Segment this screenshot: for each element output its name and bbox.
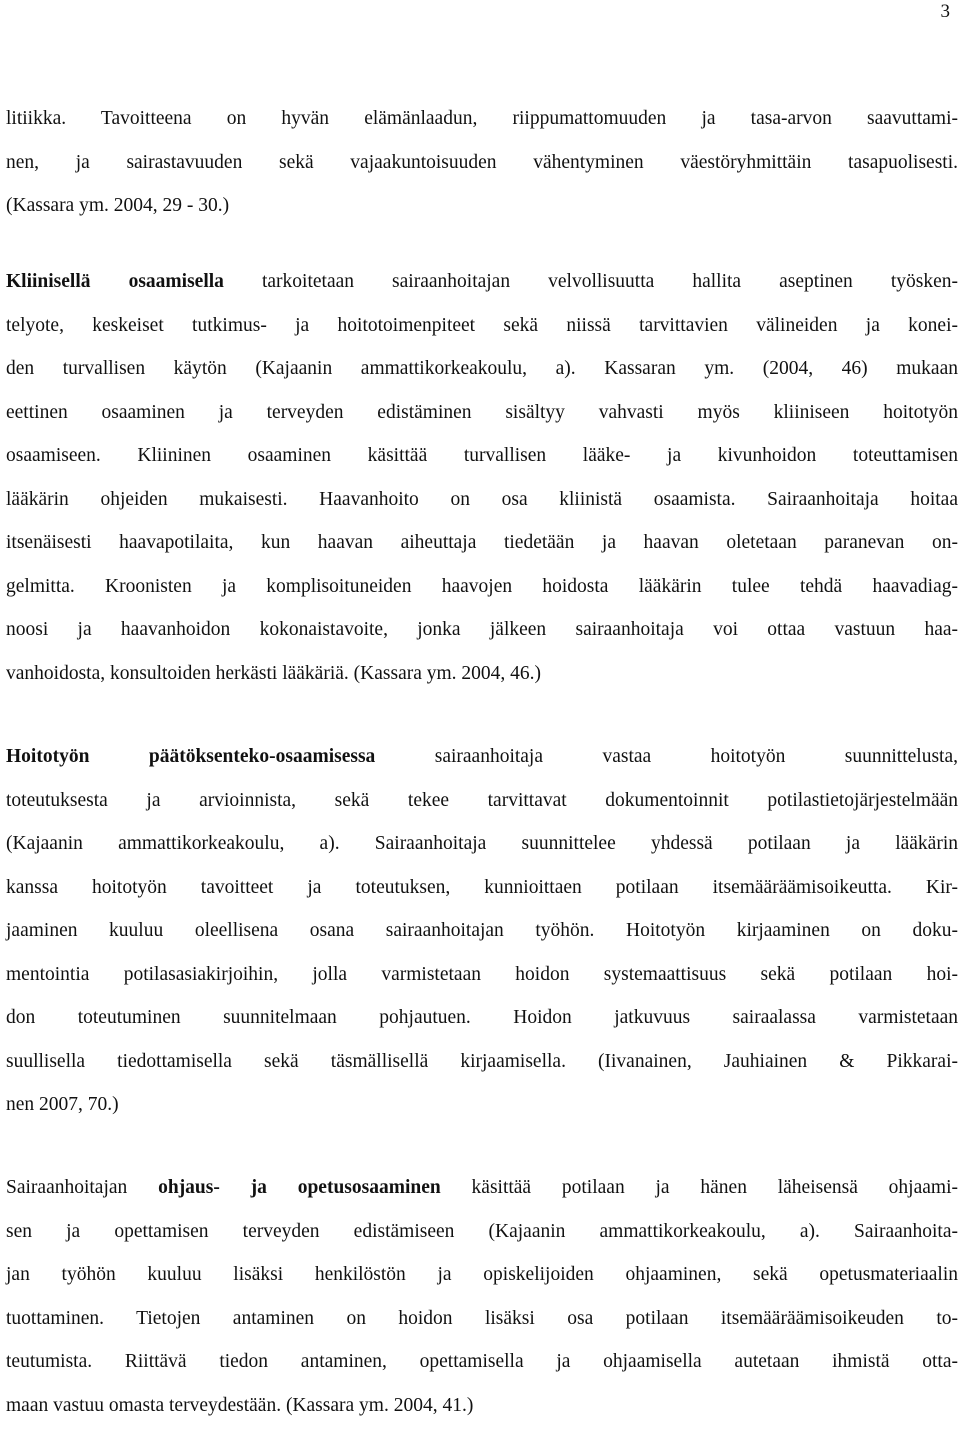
text-line: kanssa hoitotyön tavoitteet ja toteutuksen, kunnioittaen potilaan itsemääräämisoikeutta. Kir- — [6, 876, 958, 898]
text-line: jan työhön kuuluu lisäksi henkilöstön ja opiskelijoiden ohjaaminen, sekä opetusmateriaalin — [6, 1264, 958, 1285]
bold-term: Kliinisellä osaamisella — [6, 271, 224, 292]
text-line: eettinen osaaminen ja terveyden edistäminen sisältyy vahvasti myös kliiniseen hoitotyön — [6, 401, 958, 423]
text-line: suullisella tiedottamisella sekä täsmällisellä kirjaamisella. (Iivanainen, Jauhiainen & Pikkarai- — [6, 1050, 958, 1072]
text-line — [6, 260, 958, 304]
text-line: nen, ja sairastavuuden sekä vajaakuntoisuuden vähentyminen väestöryhmittäin tasapuolisesti. — [6, 151, 958, 173]
text-run: käsittää potilaan ja hänen läheisensä ohjaami- — [440, 1177, 958, 1198]
text-line: noosi ja haavanhoidon kokonaistavoite, jonka jälkeen sairaanhoitaja voi ottaa vastuun haa- — [6, 619, 958, 640]
text-line: nen 2007, 70.) — [6, 1094, 119, 1115]
text-line: gelmitta. Kroonisten ja komplisoituneiden haavojen hoidosta lääkärin tulee tehdä haavadiag- — [6, 575, 958, 597]
text-line: (Kassara ym. 2004, 29 - 30.) — [6, 195, 230, 216]
text-line: don toteutuminen suunnitelmaan pohjautuen. Hoidon jatkuvuus sairaalassa varmistetaan — [6, 1007, 958, 1028]
page-number: 3 — [940, 1, 950, 22]
text-line: (Kajaanin ammattikorkeakoulu, a). Sairaanhoitaja suunnittelee yhdessä potilaan ja lääkärin — [6, 833, 958, 854]
text-line: sen ja opettamisen terveyden edistämiseen (Kajaanin ammattikorkeakoulu, a). Sairaanhoita- — [6, 1220, 958, 1242]
text-line: teutumista. Riittävä tiedon antaminen, opettamisella ja ohjaamisella autetaan ihmistä otta- — [6, 1351, 958, 1372]
paragraph-clinical-competence — [6, 260, 958, 695]
bold-term: Hoitotyön päätöksenteko-osaamisessa — [6, 746, 376, 767]
text-line — [6, 1166, 958, 1210]
text-line: maan vastuu omasta terveydestään. (Kassara ym. 2004, 41.) — [6, 1394, 474, 1416]
text-line: telyote, keskeiset tutkimus- ja hoitotoimenpiteet sekä niissä tarvittavien välineiden ja konei- — [6, 314, 958, 336]
text-line: jaaminen kuuluu oleellisena osana sairaanhoitajan työhön. Hoitotyön kirjaaminen on doku- — [6, 920, 958, 941]
text-run: sairaanhoitaja vastaa hoitotyön suunnittelusta, — [375, 746, 958, 767]
text-line: osaamiseen. Kliininen osaaminen käsittää turvallisen lääke- ja kivunhoidon toteuttamisen — [6, 445, 958, 466]
paragraph-guidance-teaching-competence — [6, 1166, 958, 1427]
text-line: den turvallisen käytön (Kajaanin ammattikorkeakoulu, a). Kassaran ym. (2004, 46) mukaan — [6, 358, 958, 379]
text-run: tarkoitetaan sairaanhoitajan velvollisuutta hallita aseptinen työsken- — [223, 271, 958, 292]
bold-term: ohjaus- ja opetusosaaminen — [158, 1177, 441, 1198]
text-line: vanhoidosta, konsultoiden herkästi lääkäriä. (Kassara ym. 2004, 46.) — [6, 662, 542, 684]
text-line: itsenäisesti haavapotilaita, kun haavan aiheuttaja tiedetään ja haavan oletetaan paranevan on- — [6, 532, 958, 553]
paragraph-decision-making-competence — [6, 735, 958, 1127]
text-run: Sairaanhoitajan — [6, 1177, 159, 1198]
text-line: mentointia potilasasiakirjoihin, jolla varmistetaan hoidon systemaattisuus sekä potilaan hoi- — [6, 963, 958, 985]
text-line: tuottaminen. Tietojen antaminen on hoidon lisäksi osa potilaan itsemääräämisoikeuden to- — [6, 1307, 958, 1329]
text-line: toteutuksesta ja arvioinnista, sekä tekee tarvittavat dokumentoinnit potilastietojärjestelmään — [6, 789, 958, 811]
text-line — [6, 735, 958, 779]
paragraph-intro-continuation — [6, 97, 958, 228]
text-line: lääkärin ohjeiden mukaisesti. Haavanhoito on osa kliinistä osaamista. Sairaanhoitaja hoitaa — [6, 488, 958, 510]
text-line: litiikka. Tavoitteena on hyvän elämänlaadun, riippumattomuuden ja tasa-arvon saavuttami- — [6, 108, 958, 129]
